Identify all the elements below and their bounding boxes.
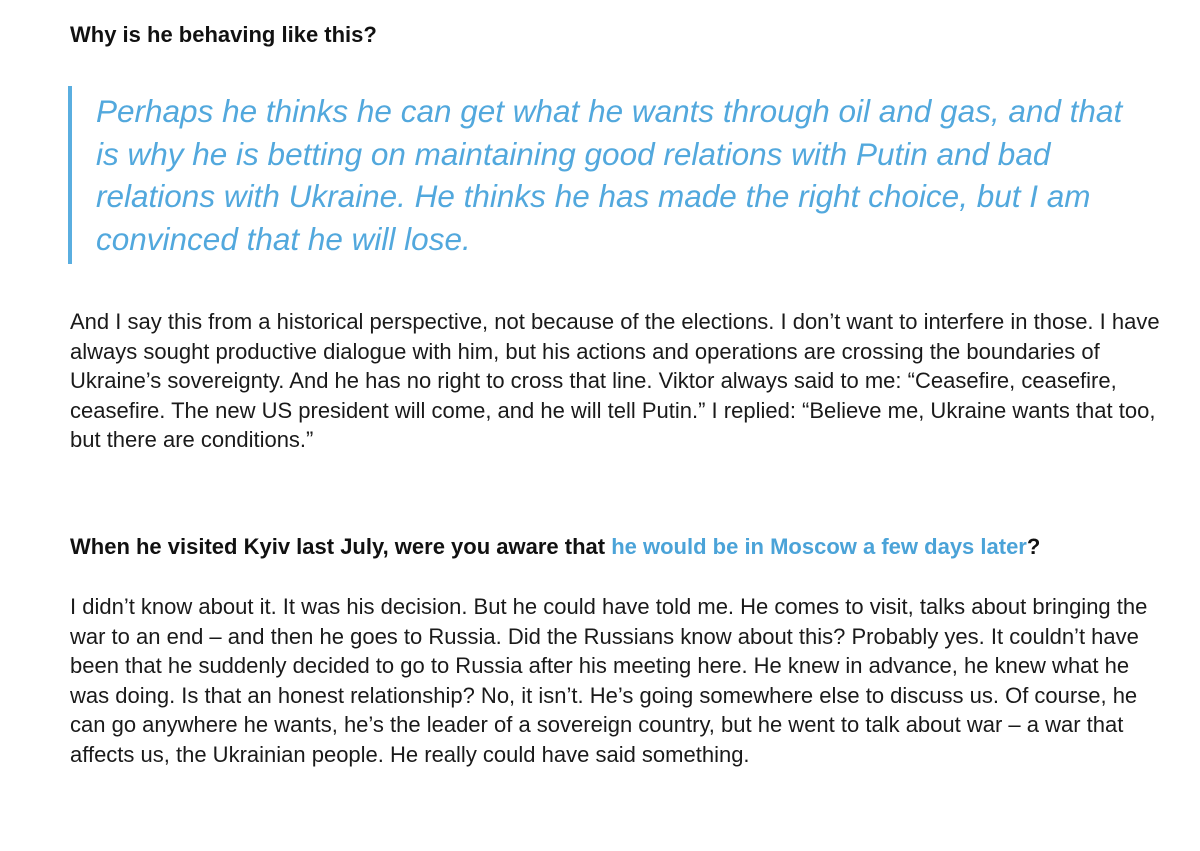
answer-paragraph-1: And I say this from a historical perspective, not because of the elections. I don’t want to interfere in those. I have always sought productive dialogue with him, but his actions and operations are crossing the boundaries of Ukraine’s sovereignty. And he has no right to cross that line. Viktor always said to me: “Ceasefire, ceasefire, ceasefire. The new US president will come, and he will tell Putin.” I replied: “Believe me, Ukraine wants that too, but there are conditions.” (70, 309, 1160, 453)
moscow-visit-link[interactable]: he would be in Moscow a few days later (611, 534, 1027, 559)
interview-question-1: Why is he behaving like this? (70, 22, 377, 47)
pullquote-text: Perhaps he thinks he can get what he wants through oil and gas, and that is why he is betting on maintaining good relations with Putin and bad relations with Ukraine. He thinks he has made the right choice, but I am convinced that he will lose. (96, 93, 1123, 257)
answer-paragraph-2: I didn’t know about it. It was his decision. But he could have told me. He comes to visit, talks about bringing the war to an end – and then he goes to Russia. Did the Russians know about this? Probably yes. It couldn’t have been that he suddenly decided to go to Russia after his meeting here. He knew in advance, he knew what he was doing. Is that an honest relationship? No, it isn’t. He’s going somewhere else to discuss us. Of course, he can go anywhere he wants, he’s the leader of a sovereign country, but he went to talk about war – a war that affects us, the Ukrainian people. He really could have said something. (70, 594, 1148, 767)
interview-question-2 (70, 532, 1160, 562)
question-2-text-before: When he visited Kyiv last July, were you aware that (70, 534, 612, 559)
pullquote (68, 86, 1128, 264)
question-2-text-after: ? (1026, 534, 1041, 559)
